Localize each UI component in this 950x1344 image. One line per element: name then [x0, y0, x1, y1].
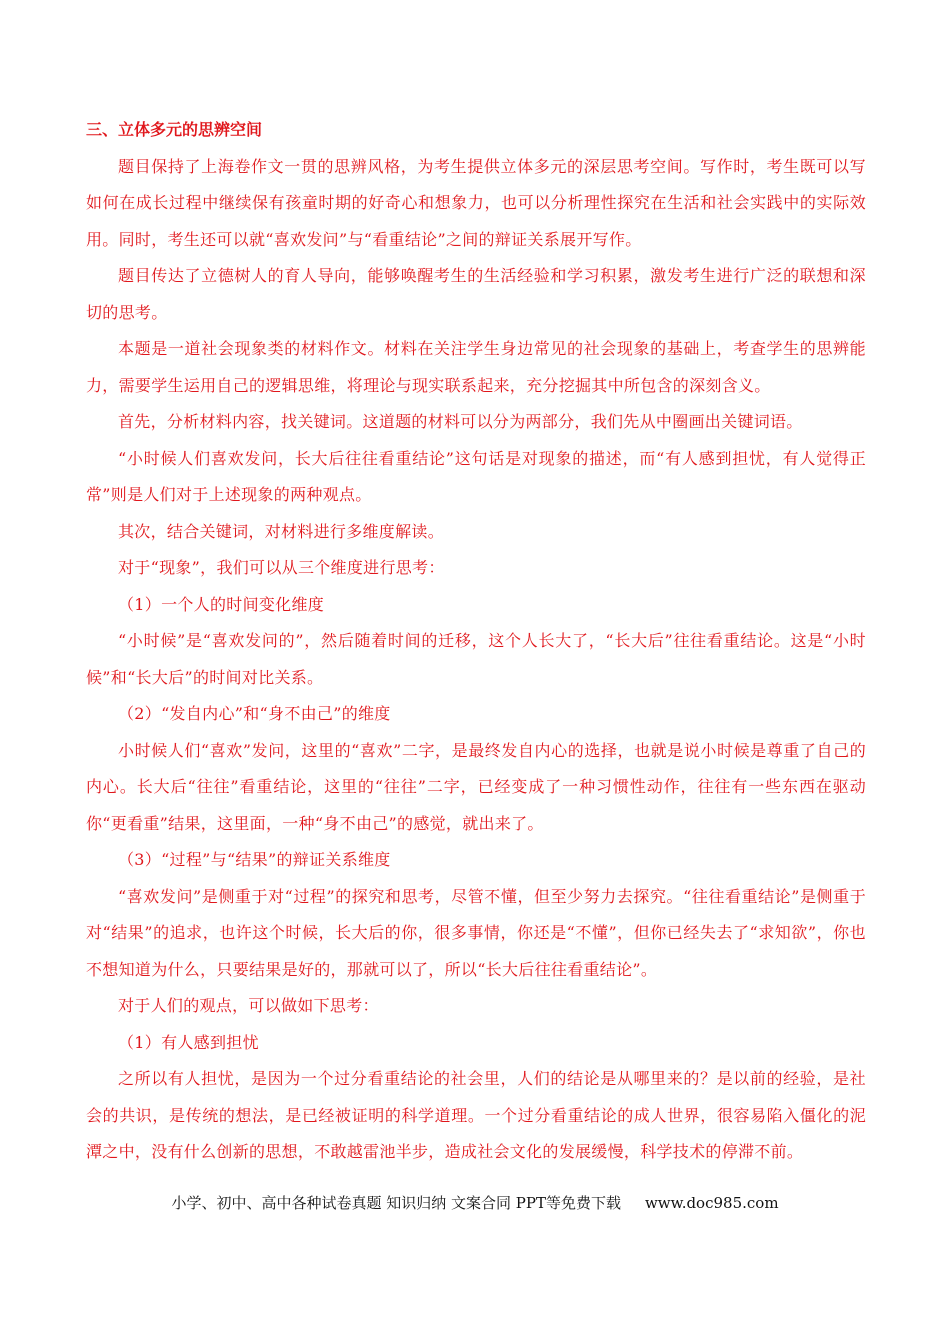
paragraph: “小时候”是“喜欢发问的”，然后随着时间的迁移，这个人长大了，“长大后”往往看重结论。这是“小时候”和“长大后”的时间对比关系。 — [86, 631, 866, 687]
page-footer — [0, 1192, 950, 1213]
paragraph: 小时候人们“喜欢”发问，这里的“喜欢”二字，是最终发自内心的选择，也就是说小时候是尊重了自己的内心。长大后“往往”看重结论，这里的“往往”二字，已经变成了一种习惯性动作，往往有一些东西在驱动你“更看重”结果，这里面，一种“身不由己”的感觉，就出来了。 — [86, 740, 866, 833]
subheading: （3）“过程”与“结果”的辩证关系维度 — [118, 850, 391, 869]
paragraph: 其次，结合关键词，对材料进行多维度解读。 — [118, 521, 445, 541]
paragraph: 对于“现象”，我们可以从三个维度进行思考： — [118, 558, 445, 577]
footer-text: 小学、初中、高中各种试卷真题 知识归纳 文案合同 PPT等免费下载 — [171, 1194, 621, 1212]
subheading: （1）有人感到担忧 — [118, 1032, 259, 1052]
paragraph: 之所以有人担忧，是因为一个过分看重结论的社会里，人们的结论是从哪里来的？是以前的经验，是社会的共识，是传统的想法，是已经被证明的科学道理。一个过分看重结论的成人世界，很容易陷入僵化的泥潭之中，没有什么创新的思想，不敢越雷池半步，造成社会文化的发展缓慢，科学技术的停滞不前。 — [86, 1069, 866, 1161]
paragraph: “小时候人们喜欢发问，长大后往往看重结论”这句话是对现象的描述，而“有人感到担忧，有人觉得正常”则是人们对于上述现象的两种观点。 — [86, 448, 866, 504]
paragraph: “喜欢发问”是侧重于对“过程”的探究和思考，尽管不懂，但至少努力去探究。“往往看重结论”是侧重于对“结果”的追求，也许这个时候，长大后的你，很多事情，你还是“不懂”，但你已经失去了“求知欲”，你也不想知道为什么，只要结果是好的，那就可以了，所以“长大后往往看重结论”。 — [86, 886, 866, 979]
subheading: （1）一个人的时间变化维度 — [118, 594, 325, 614]
section-heading: 三、立体多元的思辨空间 — [86, 120, 263, 139]
paragraph: 题目保持了上海卷作文一贯的思辨风格，为考生提供立体多元的深层思考空间。写作时，考生既可以写如何在成长过程中继续保有孩童时期的好奇心和想象力，也可以分析理性探究在生活和社会实践中的实际效用。同时，考生还可以就“喜欢发问”与“看重结论”之间的辩证关系展开写作。 — [86, 156, 866, 249]
footer-url: www.doc985.com — [644, 1194, 779, 1212]
subheading: （2）“发自内心”和“身不由己”的维度 — [118, 704, 391, 723]
paragraph: 本题是一道社会现象类的材料作文。材料在关注学生身边常见的社会现象的基础上，考查学生的思辨能力，需要学生运用自己的逻辑思维，将理论与现实联系起来，充分挖掘其中所包含的深刻含义。 — [86, 339, 866, 395]
article-body — [86, 112, 866, 1171]
paragraph: 题目传达了立德树人的育人导向，能够唤醒考生的生活经验和学习积累，激发考生进行广泛的联想和深切的思考。 — [86, 266, 866, 322]
paragraph: 首先，分析材料内容，找关键词。这道题的材料可以分为两部分，我们先从中圈画出关键词语。 — [118, 412, 803, 431]
paragraph: 对于人们的观点，可以做如下思考： — [118, 996, 379, 1015]
